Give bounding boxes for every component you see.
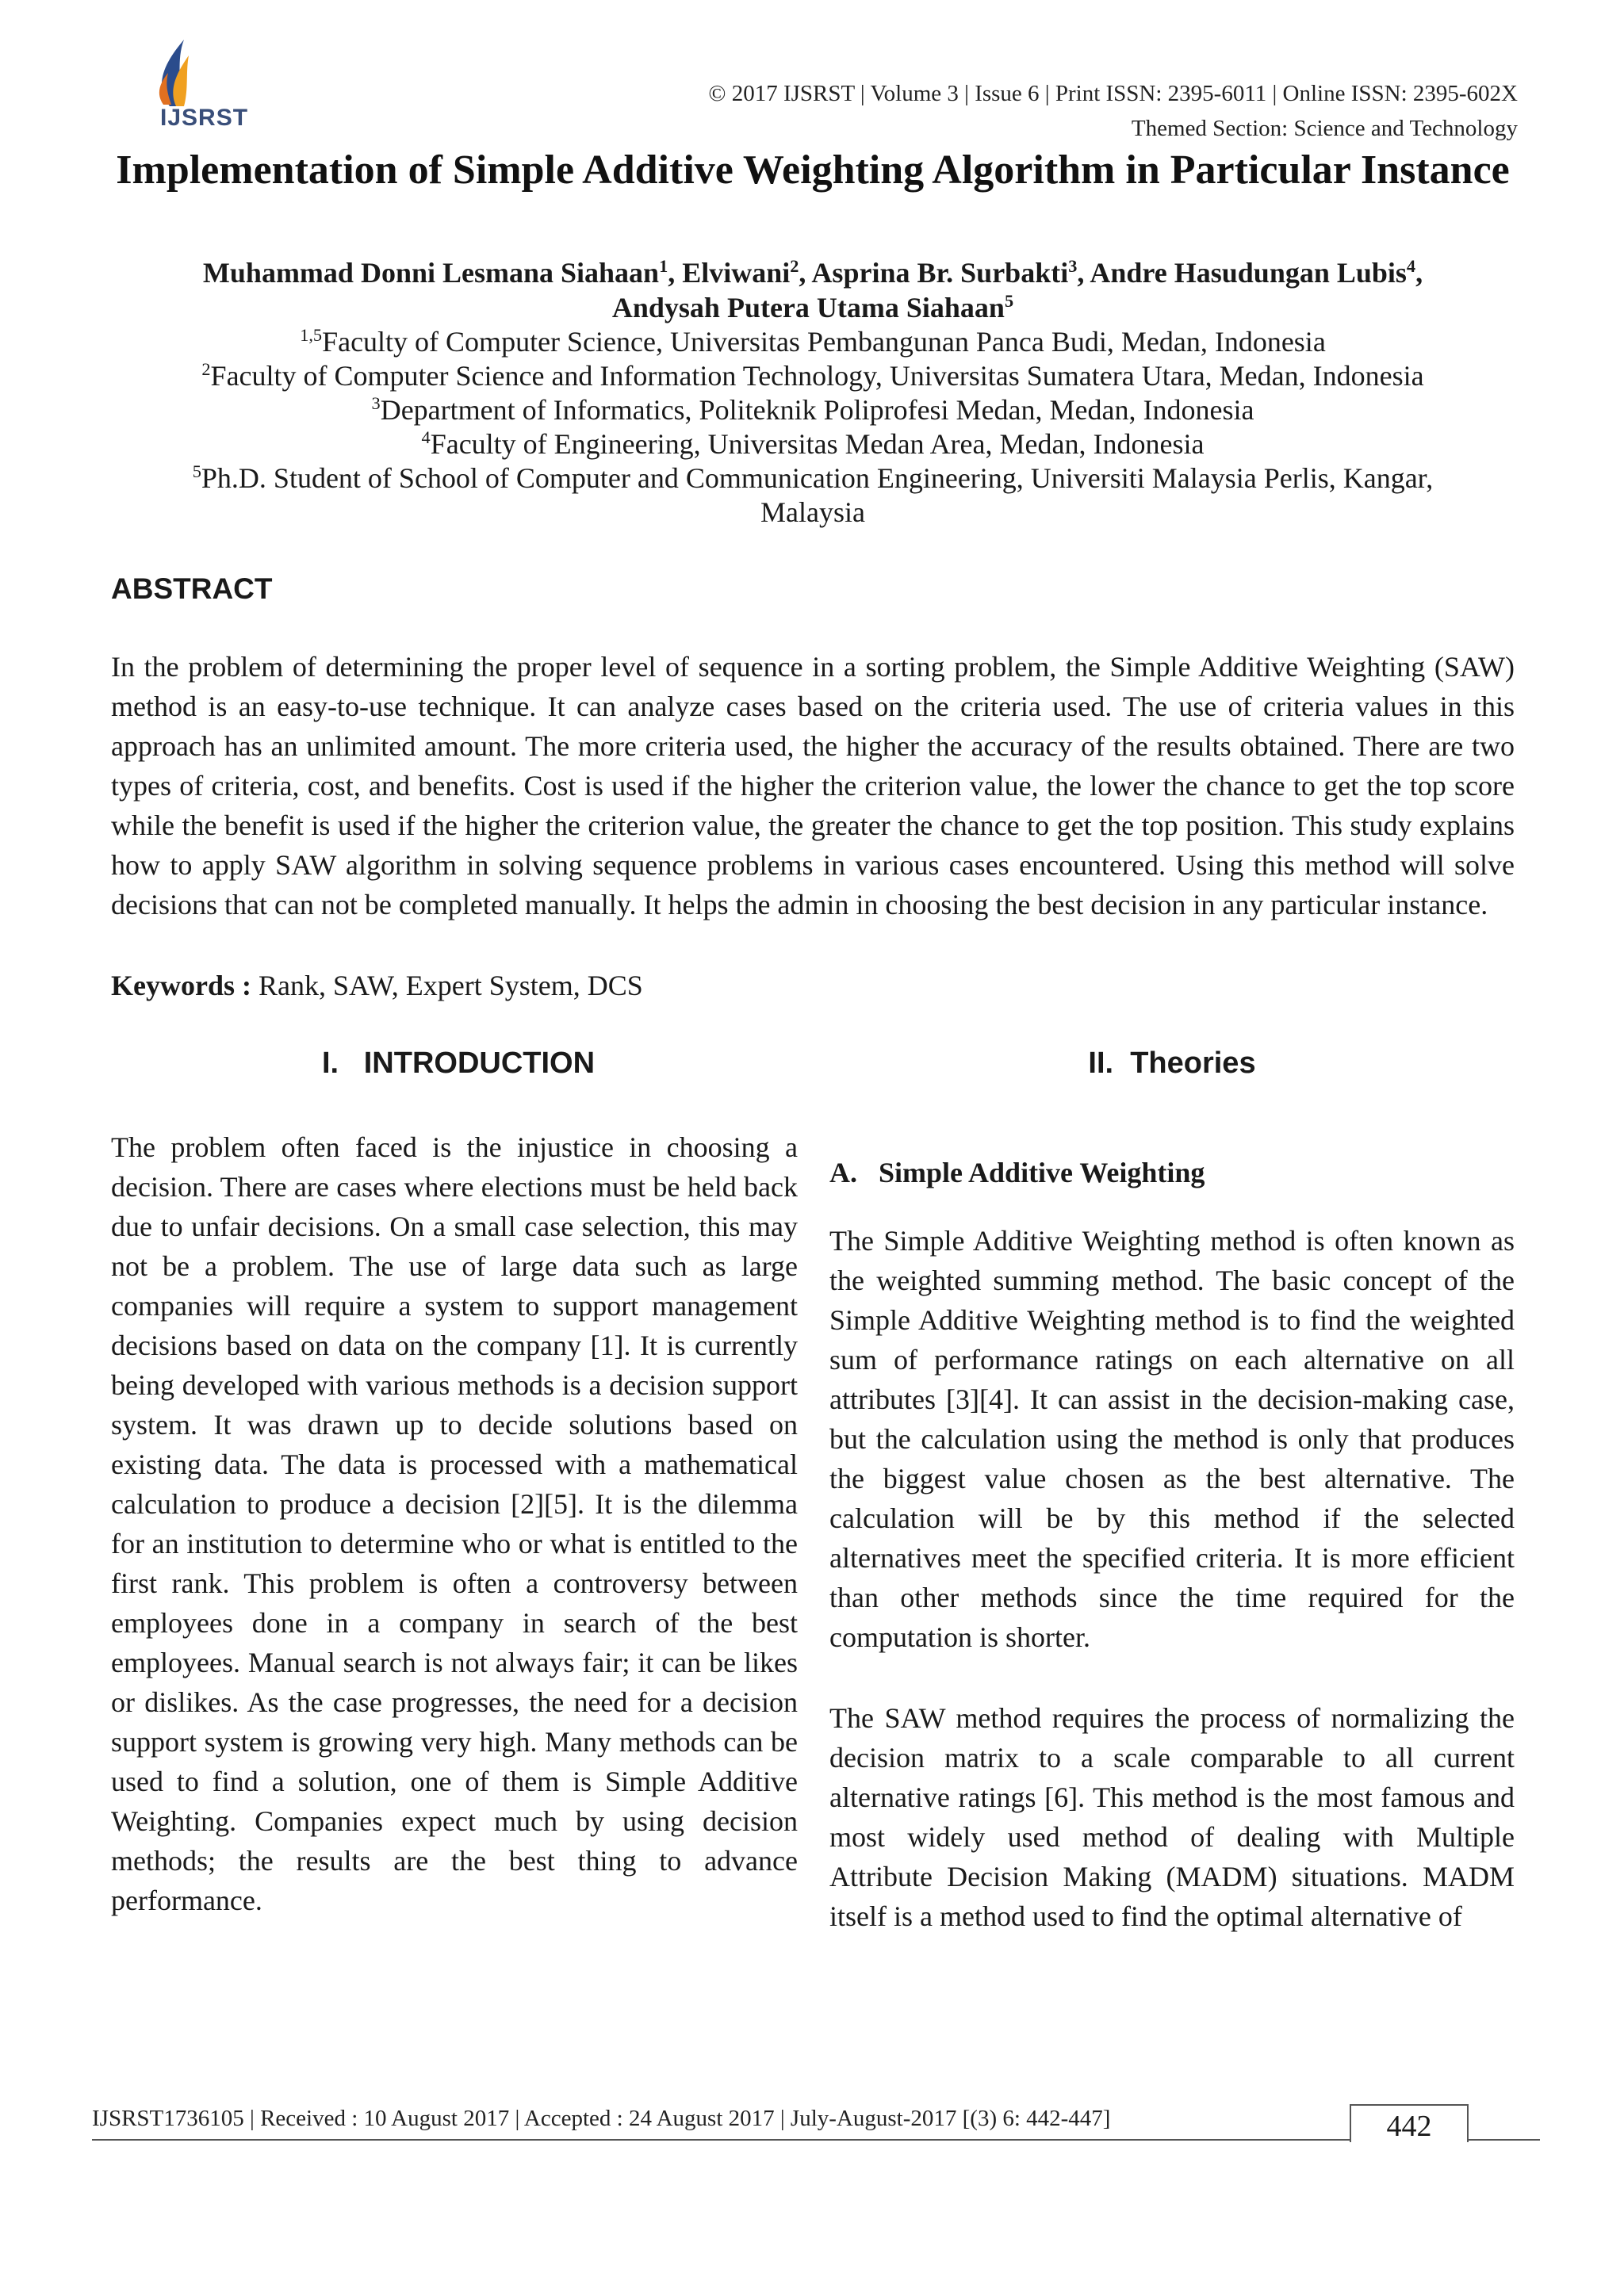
author-affil-mark: 3 — [1068, 256, 1078, 276]
footer-rule — [92, 2139, 1540, 2141]
page-number: 442 — [1386, 2110, 1432, 2143]
author-name: , Asprina Br. Surbakti — [799, 257, 1069, 289]
author-affil-mark: 4 — [1406, 256, 1416, 276]
affiliation-item: $^{1,5}$Faculty of Computer Science, Universitas Pembangunan Panca Budi, Medan, Indonesia — [300, 325, 1326, 358]
author-name: , Andre Hasudungan Lubis — [1077, 257, 1407, 289]
affiliation-item: $^4$Faculty of Engineering, Universitas Medan Area, Medan, Indonesia — [421, 427, 1205, 460]
themed-section: Themed Section: Science and Technology — [1131, 116, 1518, 141]
paper-title: Implementation of Simple Additive Weighting Algorithm in Particular Instance — [116, 147, 1510, 193]
journal-logo — [136, 36, 255, 140]
theories-para-1: The Simple Additive Weighting method is often known as the weighted summing method. The basic concept of the Simple Additive Weighting method is to find the weighted sum of performance ratings on each alternative on all attributes [3][4]. It can assist in the decision-making case, but the calculation using the method is only that produces the biggest value chosen as the best alternative. The calculation will be by this method if the selected alternatives meet the specified criteria. It is more efficient than other methods since the time required for the computation is shorter. — [829, 1225, 1515, 1653]
author-affil-mark: 5 — [1004, 291, 1014, 311]
flame-logo-icon — [136, 36, 255, 108]
abstract-heading: ABSTRACT — [111, 572, 273, 605]
keywords-value: Rank, SAW, Expert System, DCS — [251, 970, 643, 1001]
affiliation-item: $^5$Ph.D. Student of School of Computer and Communication Engineering, Universiti Malaysia Perlis, Kangar, Malaysia — [192, 461, 1434, 528]
author-affil-mark: 1 — [659, 256, 668, 276]
theories-para-2: The SAW method requires the process of normalizing the decision matrix to a scale comparable to all current alternative ratings [6]. This method is the most famous and most widely used method of dealing with Multiple Attribute Decision Making (MADM) situations. MADM itself is a method used to find the optimal alternative of — [829, 1702, 1515, 1932]
saw-subheading: A. Simple Additive Weighting — [829, 1157, 1205, 1188]
keywords-label: Keywords : — [111, 970, 251, 1001]
author-affil-mark: 2 — [790, 256, 799, 276]
journal-info: © 2017 IJSRST | Volume 3 | Issue 6 | Print ISSN: 2395-6011 | Online ISSN: 2395-602X — [708, 81, 1518, 106]
theories-heading: II. Theories — [1088, 1047, 1256, 1080]
footer-info: IJSRST1736105 | Received : 10 August 2017 | Accepted : 24 August 2017 | July-August-2017 [(3) 6: 442-447] — [92, 2106, 1111, 2131]
abstract-text: In the problem of determining the proper level of sequence in a sorting problem, the Simple Additive Weighting (SAW) method is an easy-to-use technique. It can analyze cases based on the criteria used. The use of criteria values in this approach has an unlimited amount. The more criteria used, the higher the accuracy of the results obtained. There are two types of criteria, cost, and benefits. Cost is used if the higher the criterion value, the lower the chance to get the top score while the benefit is used if the higher the criterion value, the greater the chance to get the top position. This study explains how to apply SAW algorithm in solving sequence problems in various cases encountered. Using this method will solve decisions that can not be completed manually. It helps the admin in choosing the best decision in any particular instance. — [111, 651, 1515, 920]
author-separator: , — [1415, 257, 1423, 289]
affiliation-item: $^2$Faculty of Computer Science and Information Technology, Universitas Sumatera Utara, Medan, Indonesia — [201, 359, 1424, 392]
intro-heading: I. INTRODUCTION — [321, 1047, 596, 1080]
journal-header — [708, 76, 1518, 146]
intro-text: The problem often faced is the injustice in choosing a decision. There are cases where elections must be held back due to unfair decisions. On a small case selection, this may not be a problem. The use of large data such as large companies will require a system to support management decisions based on data on the company [1]. It is currently being developed with various methods is a decision support system. It was drawn up to decide solutions based on existing data. The data is processed with a mathematical calculation to produce a decision [2][5]. It is the dilemma for an institution to determine who or what is entitled to the first rank. This problem is often a controversy between employees done in a company in search of the best employees. Manual search is not always fair; it can be likes or dislikes. As the case progresses, the need for a decision support system is growing very high. Many methods can be used to find a solution, one of them is Simple Additive Weighting. Companies expect much by using decision methods; the results are the best thing to advance performance. — [111, 1131, 798, 1916]
keywords — [111, 966, 643, 1005]
affiliation-list — [111, 325, 1515, 530]
logo-text: IJSRST — [160, 105, 249, 131]
author-name: Muhammad Donni Lesmana Siahaan — [202, 257, 660, 289]
author-name: , Elviwani — [668, 257, 791, 289]
author-list — [111, 255, 1515, 325]
author-name: Andysah Putera Utama Siahaan — [611, 292, 1005, 323]
affiliation-item: $^3$Department of Informatics, Politeknik Poliprofesi Medan, Medan, Indonesia — [371, 393, 1254, 426]
